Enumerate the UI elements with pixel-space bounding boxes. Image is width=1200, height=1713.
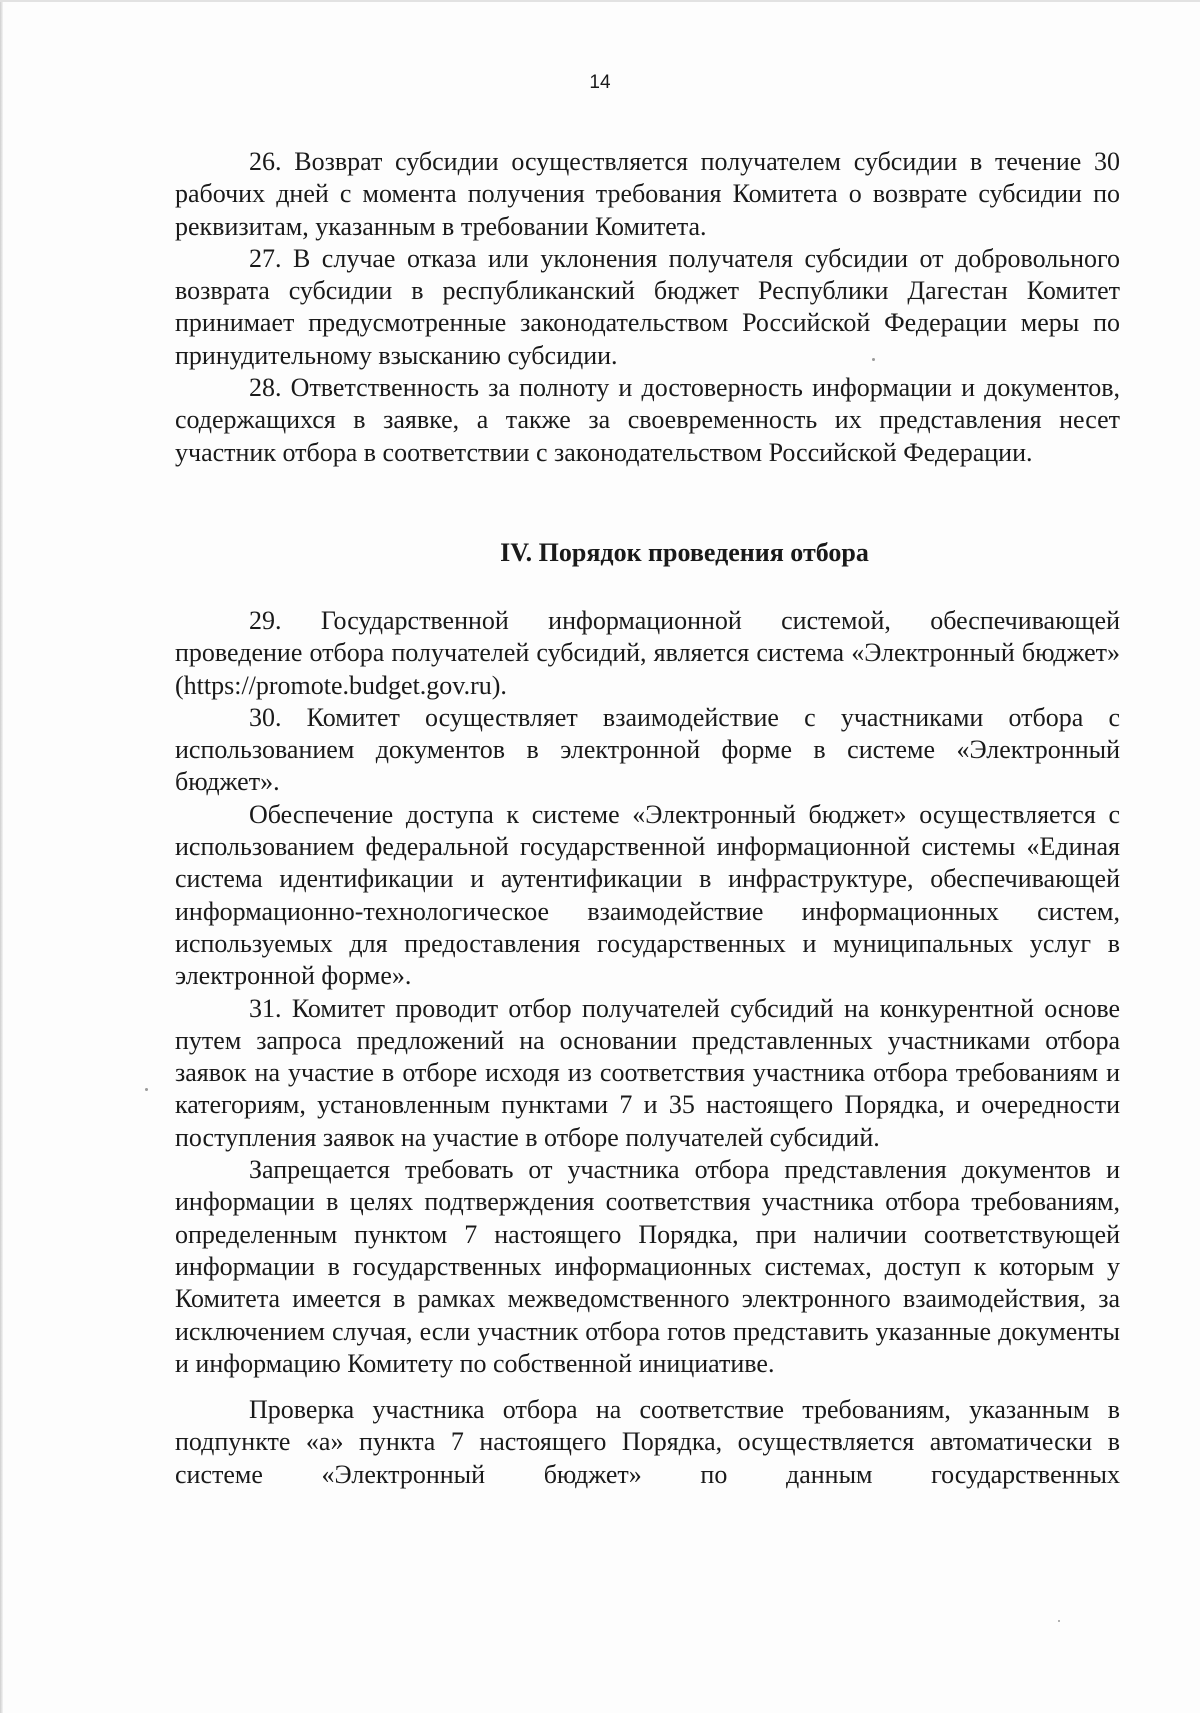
paragraph-31-prohibition: Запрещается требовать от участника отбора представления документов и информации в целях подтверждения соответствия участника отбора требованиям, определенным пунктом 7 настоящего Порядка, при наличии соответствующей информации в государственных информационных системах, доступ к которым у Комитета имеется в рамках межведомственного электронного взаимодействия, за исключением случая, если участник отбора готов представить указанные документы и информацию Комитету по собственной инициативе. bbox=[175, 1155, 1120, 1378]
paragraph-30: 30. Комитет осуществляет взаимодействие с участниками отбора с использованием документов в электронной форме в системе «Электронный бюджет». bbox=[175, 702, 1120, 797]
scan-speck bbox=[872, 358, 875, 361]
paragraph-28: 28. Ответственность за полноту и достоверность информации и документов, содержащихся в заявке, а также за своевременность их представления несет участник отбора в соответствии с законодательством Российской Федерации. bbox=[175, 373, 1120, 467]
scan-speck bbox=[1058, 1620, 1060, 1622]
paragraph-30-access: Обеспечение доступа к системе «Электронный бюджет» осуществляется с использованием федеральной государственной информационной системы «Единая система идентификации и аутентификации в инфраструктуре, обеспечивающей информационно-технологическое взаимодействие информационных систем, используемых для предоставления государственных и муниципальных услуг в электронной форме». bbox=[175, 799, 1120, 991]
paragraph-31: 31. Комитет проводит отбор получателей субсидий на конкурентной основе путем запроса предложений на основании представленных участниками отбора заявок на участие в отборе исходя из соответствия участника отбора требованиям и категориям, установленным пунктами 7 и 35 настоящего Порядка, и очередности поступления заявок на участие в отборе получателей субсидий. bbox=[175, 993, 1120, 1152]
page-number: 14 bbox=[589, 72, 611, 93]
scan-edge-shadow bbox=[0, 0, 3, 1713]
section-heading: IV. Порядок проведения отбора bbox=[500, 538, 869, 567]
paragraphs-after-section bbox=[175, 605, 1120, 1491]
paragraph-31-verification: Проверка участника отбора на соответствие требованиям, указанным в подпункте «а» пункта 7 настоящего Порядка, осуществляется автоматически в системе «Электронный бюджет» по данным государственных bbox=[175, 1395, 1120, 1489]
paragraph-26: 26. Возврат субсидии осуществляется получателем субсидии в течение 30 рабочих дней с момента получения требования Комитета о возврате субсидии по реквизитам, указанным в требовании Комитета. bbox=[175, 147, 1120, 241]
scan-speck bbox=[145, 1088, 148, 1091]
scan-edge-top bbox=[0, 0, 1200, 2]
paragraphs-before-section bbox=[175, 146, 1120, 469]
paragraph-27: 27. В случае отказа или уклонения получателя субсидии от добровольного возврата субсидии в республиканский бюджет Республики Дагестан Комитет принимает предусмотренные законодательством Российской Федерации меры по принудительному взысканию субсидии. bbox=[175, 243, 1120, 370]
paragraph-gap bbox=[175, 1380, 1120, 1394]
paragraph-29: 29. Государственной информационной системой, обеспечивающей проведение отбора получателей субсидий, является система «Электронный бюджет» (https://promote.budget.gov.ru). bbox=[175, 606, 1120, 700]
